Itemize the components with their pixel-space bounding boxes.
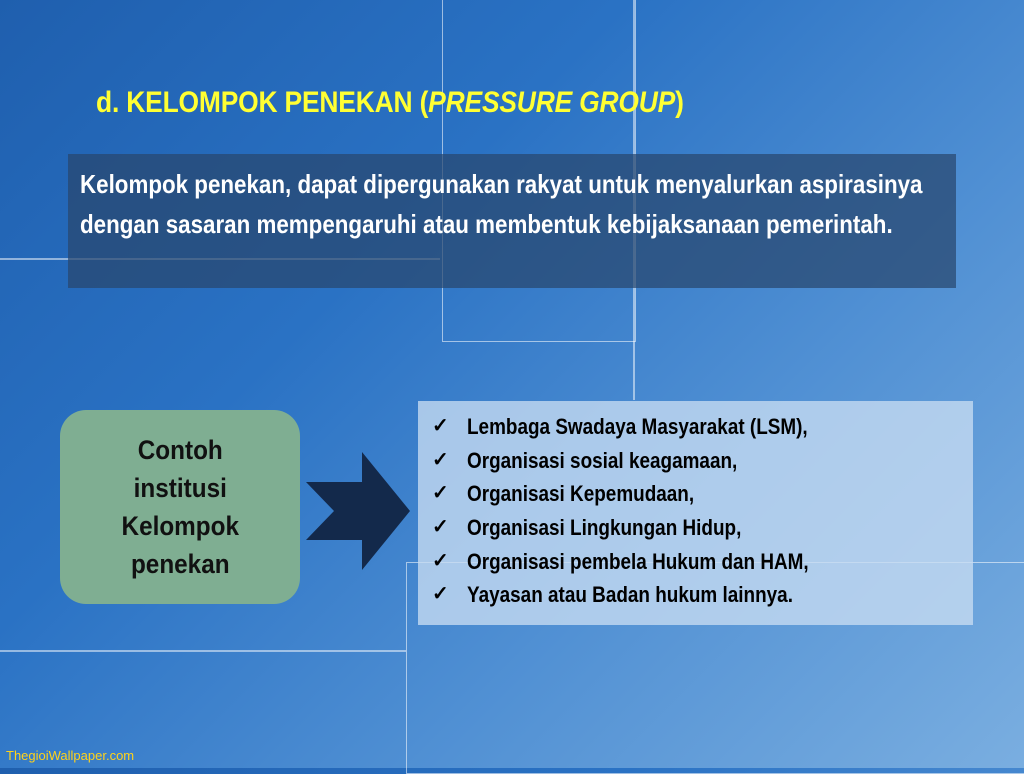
background-line (0, 650, 406, 652)
example-label-box (60, 410, 300, 604)
example-label (121, 431, 238, 583)
example-label-line: Contoh (137, 435, 223, 465)
list-item-text: Organisasi pembela Hukum dan HAM, (467, 548, 809, 574)
checkmark-icon: ✓ (432, 516, 449, 539)
list-item-text: Organisasi sosial keagamaan, (467, 447, 738, 473)
chevron-arrow-icon (306, 452, 410, 570)
title-prefix: d. KELOMPOK PENEKAN ( (96, 86, 429, 119)
checkmark-icon: ✓ (432, 482, 449, 505)
example-label-line: Kelompok (121, 511, 239, 541)
list-item-text: Organisasi Lingkungan Hidup, (467, 515, 742, 541)
title-suffix: ) (675, 86, 684, 119)
list-item-text: Yayasan atau Badan hukum lainnya. (467, 582, 793, 608)
example-label-line: penekan (130, 549, 230, 579)
example-label-line: institusi (133, 473, 227, 503)
checkmark-icon: ✓ (432, 549, 449, 572)
checkmark-icon: ✓ (432, 415, 449, 437)
list-item-text: Organisasi Kepemudaan, (467, 481, 695, 507)
list-item-text: Lembaga Swadaya Masyarakat (LSM), (467, 414, 808, 439)
watermark-text: ThegioiWallpaper.com (6, 748, 135, 763)
definition-text: Kelompok penekan, dapat dipergunakan rakyat untuk menyalurkan aspirasinya dengan sasaran mempengaruhi atau membentuk kebijaksanaan pemerintah. (80, 169, 923, 239)
slide-title (96, 86, 684, 120)
title-italic: PRESSURE GROUP (428, 86, 676, 119)
checkmark-icon: ✓ (432, 583, 449, 606)
checkmark-icon: ✓ (432, 448, 449, 471)
